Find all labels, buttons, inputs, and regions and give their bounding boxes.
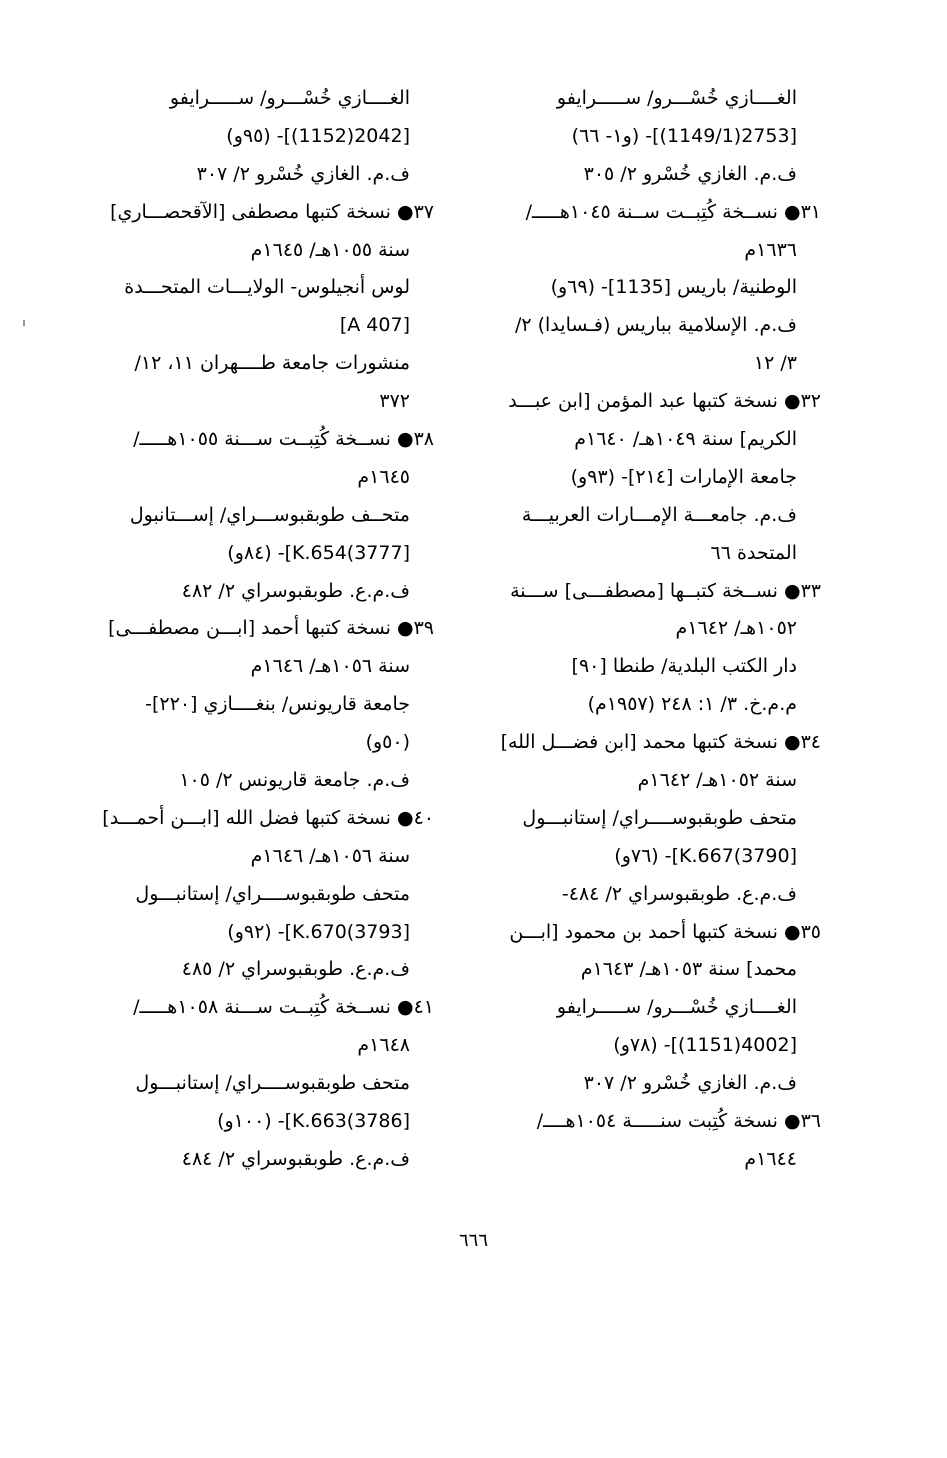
entry-line: متحف طوبقبوســــراي/ إستانبـــول <box>522 806 797 829</box>
entry-line: ١٦٣٦م <box>744 238 797 261</box>
entry-line: ف.م. جامعة قاريونس ٢/ ١٠٥ <box>179 769 410 792</box>
entry-line: سنة ١٠٥٢هـ/ ١٦٤٢م <box>637 769 797 792</box>
entry-line: [3790)K.667]- (٧٦و) <box>614 844 797 867</box>
entry-line: سنة ١٠٥٥هـ/ ١٦٤٥م <box>250 238 410 261</box>
entry-line: سنة ١٠٥٦هـ/ ١٦٤٦م <box>250 844 410 867</box>
entry-line: الغــــازي خُسْـــرو/ ســـــرايفو <box>556 996 797 1019</box>
entry-line: ف.م.ع. طوبقبوسراي ٢/ ٤٨٥ <box>181 958 410 981</box>
entry-line: ف.م. جامعـــة الإمـــارات العربيـــة <box>521 503 797 526</box>
entry-line: ف.م. الغازي خُسْرو ٢/ ٣٠٥ <box>583 162 797 185</box>
entry-line: [2042(1152)]- (٩٥و) <box>226 124 410 147</box>
entry-line: الكريم] سنة ١٠٤٩هـ/ ١٦٤٠م <box>574 428 797 451</box>
right-column <box>500 80 821 1179</box>
entry-heading-line: ٣٨● نســخة كُتِبــت ســـنة ١٠٥٥هـــــ/ <box>133 428 434 451</box>
entry-line: ف.م.ع. طوبقبوسراي ٢/ ٤٨٤- <box>561 882 797 905</box>
entry-line: ف.م. الغازي خُسْرو ٢/ ٣٠٧ <box>583 1072 797 1095</box>
entry-line: ف.م. الإسلامية بباريس (فـسايدا) ٢/ <box>514 314 797 337</box>
page-number: ٦٦٦ <box>458 1230 488 1251</box>
entry-heading-line: ٣٤● نسخة كتبها محمد [ابن فضـــل الله] <box>500 731 821 754</box>
entry-line: ١٦٤٥م <box>357 465 410 488</box>
entry-line: (٥٠و) <box>365 731 410 754</box>
entry-line: سنة ١٠٥٦هـ/ ١٦٤٦م <box>250 655 410 678</box>
entry-line: [2753(1149/1)]- (و١- ٦٦) <box>571 124 797 147</box>
margin-mark <box>23 320 25 326</box>
entry-heading-line: ٤٠● نسخة كتبها فضل الله [ابـــن أحمـــد] <box>102 806 434 829</box>
entry-line: ف.م.ع. طوبقبوسراي ٢/ ٤٨٢ <box>181 579 410 602</box>
entry-line: [3786)K.663]- (١٠٠و) <box>217 1110 410 1133</box>
entry-heading-line: ٣٦● نسخة كُتِبت سنـــــة ١٠٥٤هــــ/ <box>536 1110 821 1133</box>
entry-line: ٣/ ١٢ <box>753 352 797 375</box>
entry-line: ١٠٥٢هـ/ ١٦٤٢م <box>675 617 797 640</box>
left-column <box>104 80 434 1179</box>
entry-line: م.م.خ. ٣/ ١: ٢٤٨ (١٩٥٧م) <box>587 693 797 716</box>
entry-line: ١٦٤٤م <box>744 1147 797 1170</box>
entry-line: ٣٧٢ <box>379 390 410 413</box>
entry-line: ١٦٤٨م <box>357 1034 410 1057</box>
entry-line: منشورات جامعة طــــهران ١١، ١٢/ <box>134 352 410 375</box>
entry-heading-line: ٣٥● نسخة كتبها أحمد بن محمود [ابـــن <box>509 920 821 943</box>
entry-line: الغــــازي خُسْـــرو/ ســـــرايفو <box>169 87 410 109</box>
entry-line: متحف طوبقبوســــراي/ إستانبـــول <box>135 882 410 905</box>
entry-line: ف.م.ع. طوبقبوسراي ٢/ ٤٨٤ <box>181 1147 410 1170</box>
entry-line: [3793)K.670]- (٩٢و) <box>227 920 410 943</box>
entry-line: لوس أنجيلوس- الولايـــات المتحـــدة <box>124 276 410 299</box>
entry-line: المتحدة ٦٦ <box>710 541 797 564</box>
entry-line: الغــــازي خُسْـــرو/ ســـــرايفو <box>556 87 797 109</box>
entry-line: متحــف طوبقبوســـراي/ إســـتانبول <box>129 503 410 526</box>
entry-heading-line: ٣١● نســخة كُتِبــت ســنة ١٠٤٥هـــــ/ <box>525 200 821 223</box>
entry-heading-line: ٣٩● نسخة كتبها أحمد [ابـــن مصطفـــى] <box>108 617 434 640</box>
entry-heading-line: ٣٧● نسخة كتبها مصطفى [الآقحصـــاري] <box>110 200 434 223</box>
entry-line: متحف طوبقبوســــراي/ إستانبـــول <box>135 1072 410 1095</box>
entry-line: الوطنية/ باريس [1135]- (٦٩و) <box>550 276 797 299</box>
entry-line: [4002(1151)]- (٧٨و) <box>613 1034 797 1057</box>
entry-line: دار الكتب البلدية/ طنطا [٩٠] <box>571 655 797 678</box>
entry-heading-line: ٤١● نســخة كُتِبــت ســـنة ١٠٥٨هـــــ/ <box>133 996 434 1019</box>
entry-line: جامعة قاريونس/ بنغــــازي [٢٢٠]- <box>145 693 410 716</box>
entry-line: محمد] سنة ١٠٥٣هـ/ ١٦٤٣م <box>580 958 797 981</box>
entry-line: جامعة الإمارات [٢١٤]- (٩٣و) <box>570 465 797 488</box>
entry-line: [3777)K.654]- (٨٤و) <box>227 541 410 564</box>
entry-line: [A 407] <box>339 314 410 337</box>
entry-heading-line: ٣٣● نســخة كتبــها [مصطفـــى] ســـنة <box>510 579 821 602</box>
entry-heading-line: ٣٢● نسخة كتبها عبد المؤمن [ابن عبـــد <box>508 390 821 413</box>
entry-line: ف.م. الغازي خُسْرو ٢/ ٣٠٧ <box>196 162 410 185</box>
